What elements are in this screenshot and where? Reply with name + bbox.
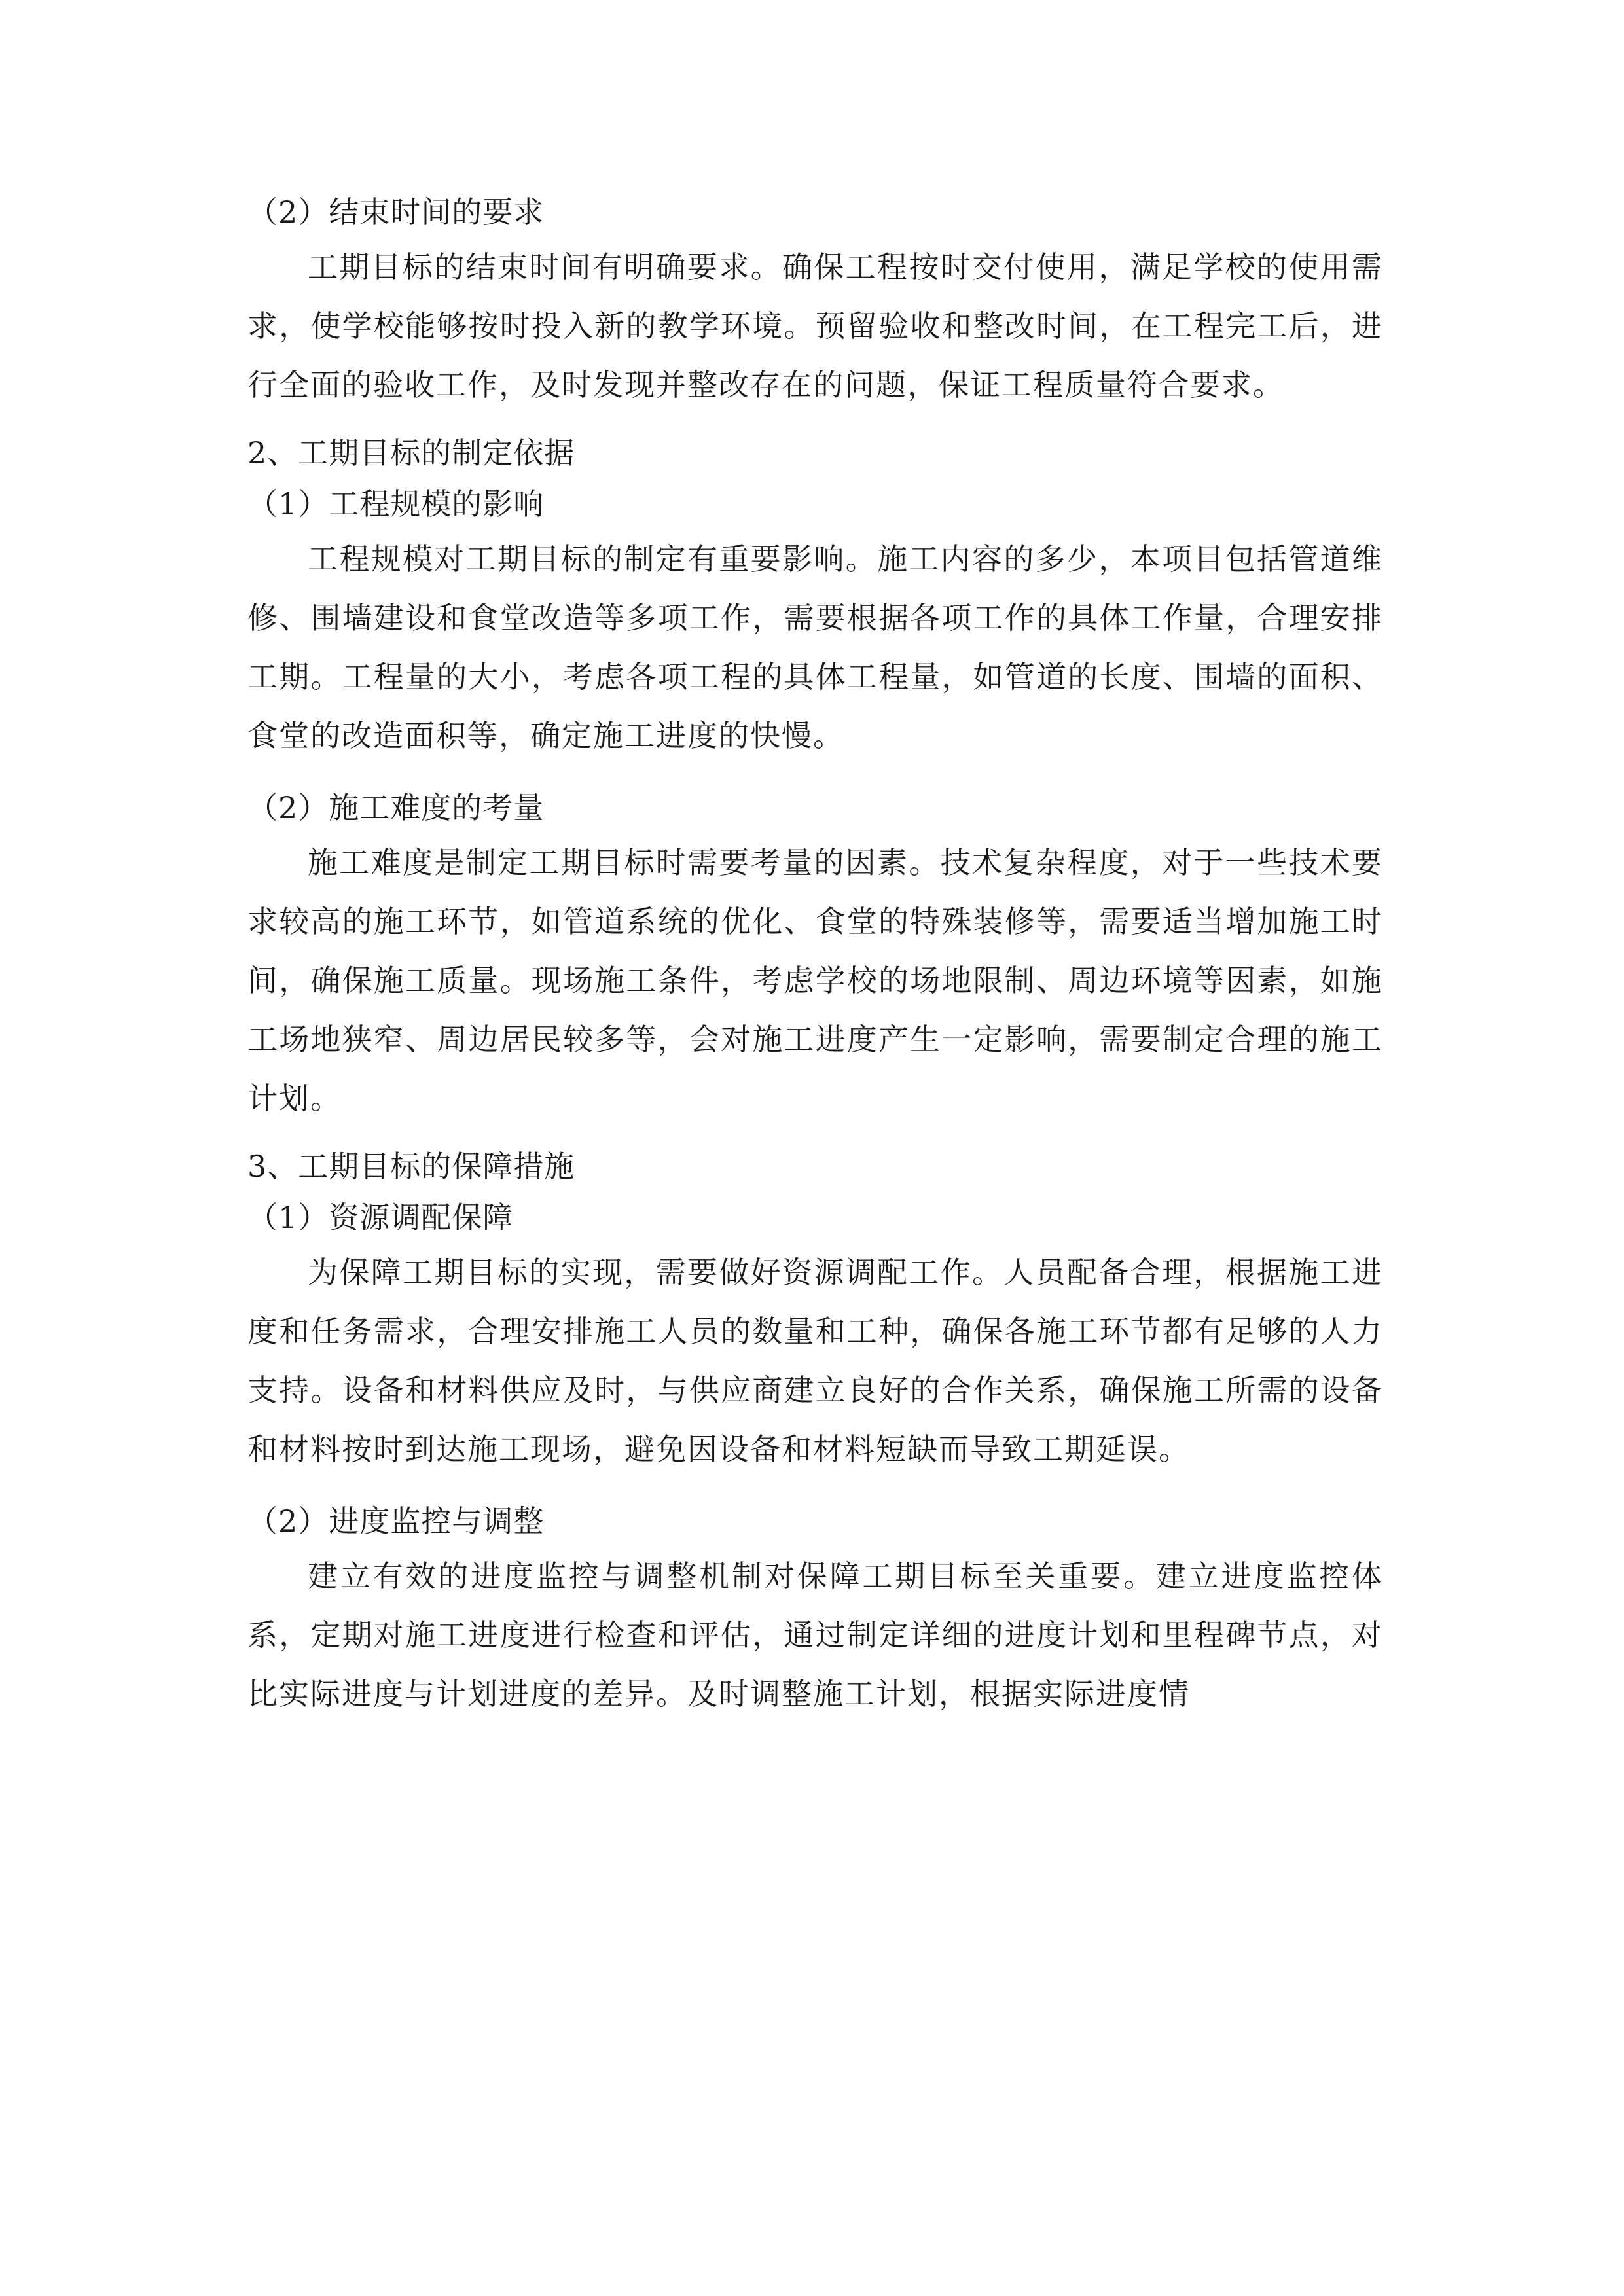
paragraph-resource-allocation: 为保障工期目标的实现，需要做好资源调配工作。人员配备合理，根据施工进度和任务需求，合理安排施工人员的数量和工种，确保各施工环节都有足够的人力支持。设备和材料供应及时，与供应商建立良好的合作关系，确保施工所需的设备和材料按时到达施工现场，避免因设备和材料短缺而导致工期延误。 <box>247 1255 1383 1467</box>
spacer <box>247 414 1383 427</box>
heading-section-2: 2、工期目标的制定依据 <box>247 435 575 471</box>
document-body <box>247 187 1383 1723</box>
paragraph-end-time: 工期目标的结束时间有明确要求。确保工程按时交付使用，满足学校的使用需求，使学校能够按时投入新的教学环境。预留验收和整改时间，在工程完工后，进行全面的验收工作，及时发现并整改存在的问题，保证工程质量符合要求。 <box>247 249 1383 403</box>
subheading-progress-monitoring: （2）进度监控与调整 <box>247 1503 545 1539</box>
paragraph-construction-difficulty: 施工难度是制定工期目标时需要考量的因素。技术复杂程度，对于一些技术要求较高的施工环节，如管道系统的优化、食堂的特殊装修等，需要适当增加施工时间，确保施工质量。现场施工条件，考虑学校的场地限制、周边环境等因素，如施工场地狭窄、周边居民较多等，会对施工进度产生一定影响，需要制定合理的施工计划。 <box>247 845 1383 1116</box>
paragraph-project-scale: 工程规模对工期目标的制定有重要影响。施工内容的多少，本项目包括管道维修、围墙建设和食堂改造等多项工作，需要根据各项工作的具体工作量，合理安排工期。工程量的大小，考虑各项工程的具体工程量，如管道的长度、围墙的面积、食堂的改造面积等，确定施工进度的快慢。 <box>247 541 1383 753</box>
spacer <box>247 1128 1383 1141</box>
subheading-project-scale: （1）工程规模的影响 <box>247 486 545 522</box>
spacer <box>247 765 1383 782</box>
paragraph-progress-monitoring: 建立有效的进度监控与调整机制对保障工期目标至关重要。建立进度监控体系，定期对施工进度进行检查和评估，通过制定详细的进度计划和里程碑节点，对比实际进度与计划进度的差异。及时调整施工计划，根据实际进度情 <box>247 1558 1383 1712</box>
subheading-construction-difficulty: （2）施工难度的考量 <box>247 790 545 825</box>
spacer <box>247 1479 1383 1496</box>
heading-section-3: 3、工期目标的保障措施 <box>247 1149 575 1184</box>
subheading-resource-allocation: （1）资源调配保障 <box>247 1200 514 1235</box>
subheading-end-time: （2）结束时间的要求 <box>247 194 545 230</box>
